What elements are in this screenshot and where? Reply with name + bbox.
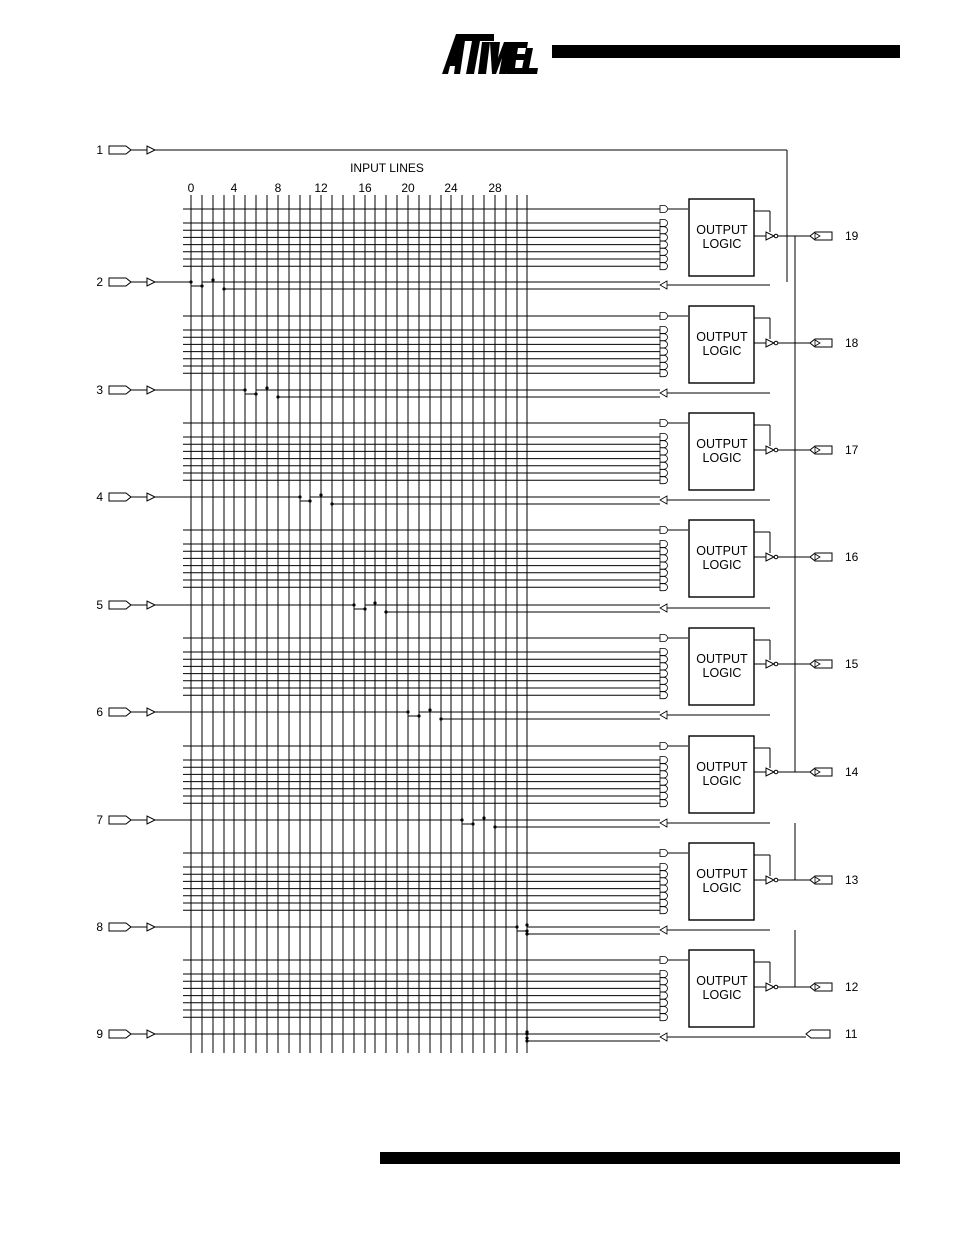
input-pin-number: 6 bbox=[96, 705, 103, 719]
junction-dot bbox=[482, 816, 485, 819]
and-gate bbox=[660, 692, 668, 699]
column-label: 28 bbox=[488, 181, 502, 195]
and-gate bbox=[660, 800, 668, 807]
and-gate bbox=[660, 878, 668, 885]
and-gate bbox=[660, 785, 668, 792]
inverter-bubble bbox=[774, 234, 778, 238]
and-gate bbox=[660, 985, 668, 992]
and-gate bbox=[660, 885, 668, 892]
input-pin-number: 3 bbox=[96, 383, 103, 397]
and-gate bbox=[660, 477, 668, 484]
and-gate bbox=[660, 441, 668, 448]
input-buffer bbox=[147, 816, 155, 824]
output-logic-label-1: OUTPUT bbox=[696, 330, 748, 344]
output-pin-shape bbox=[810, 553, 832, 561]
column-label: 4 bbox=[230, 181, 238, 195]
and-gate bbox=[660, 256, 668, 263]
and-gate bbox=[660, 334, 668, 341]
and-gate bbox=[660, 555, 668, 562]
column-label: 20 bbox=[401, 181, 415, 195]
pin11-shape bbox=[806, 1030, 830, 1038]
junction-dot bbox=[515, 925, 518, 928]
feedback-buffer bbox=[660, 604, 667, 612]
junction-dot bbox=[406, 710, 409, 713]
output-buffer bbox=[766, 232, 774, 240]
output-logic-label-1: OUTPUT bbox=[696, 974, 748, 988]
input-buffer bbox=[147, 923, 155, 931]
and-gate bbox=[660, 548, 668, 555]
input-pin-number: 5 bbox=[96, 598, 103, 612]
output-pin-number: 12 bbox=[845, 980, 859, 994]
and-gate bbox=[660, 871, 668, 878]
output-logic-label-1: OUTPUT bbox=[696, 867, 748, 881]
and-gate bbox=[660, 234, 668, 241]
input-pin-shape bbox=[109, 708, 131, 716]
output-buffer bbox=[766, 446, 774, 454]
and-gate bbox=[660, 527, 668, 534]
junction-dot bbox=[298, 495, 301, 498]
output-pin-shape bbox=[810, 339, 832, 347]
and-gate bbox=[660, 663, 668, 670]
and-gate bbox=[660, 900, 668, 907]
and-gate bbox=[660, 677, 668, 684]
feedback-buffer bbox=[660, 711, 667, 719]
and-gate bbox=[660, 341, 668, 348]
output-logic-label-2: LOGIC bbox=[702, 344, 742, 358]
input-buffer bbox=[147, 708, 155, 716]
junction-dot bbox=[525, 1036, 528, 1039]
inverter-bubble bbox=[774, 555, 778, 559]
and-gate bbox=[660, 241, 668, 248]
inverter-bubble bbox=[774, 341, 778, 345]
junction-dot bbox=[525, 929, 528, 932]
and-gate bbox=[660, 907, 668, 914]
input-pin-shape bbox=[109, 278, 131, 286]
output-logic-label-2: LOGIC bbox=[702, 666, 742, 680]
and-gate bbox=[660, 348, 668, 355]
and-gate bbox=[660, 1014, 668, 1021]
input-buffer bbox=[147, 386, 155, 394]
and-gate bbox=[660, 743, 668, 750]
and-gate bbox=[660, 541, 668, 548]
input-pin-shape bbox=[109, 493, 131, 501]
and-gate bbox=[660, 778, 668, 785]
input-pin-shape bbox=[109, 601, 131, 609]
output-pin-shape bbox=[810, 660, 832, 668]
junction-dot bbox=[265, 386, 268, 389]
output-pin-number: 16 bbox=[845, 550, 859, 564]
input-pin-shape bbox=[109, 386, 131, 394]
and-gate bbox=[660, 793, 668, 800]
input-pin-number: 2 bbox=[96, 275, 103, 289]
feedback-buffer bbox=[660, 389, 667, 397]
output-buffer bbox=[766, 339, 774, 347]
pin11-number: 11 bbox=[845, 1027, 858, 1041]
and-gate bbox=[660, 978, 668, 985]
output-logic-label-1: OUTPUT bbox=[696, 652, 748, 666]
and-gate bbox=[660, 420, 668, 427]
junction-dot bbox=[373, 601, 376, 604]
junction-dot bbox=[471, 822, 474, 825]
and-gate bbox=[660, 220, 668, 227]
input-pin-number: 8 bbox=[96, 920, 103, 934]
output-logic-label-2: LOGIC bbox=[702, 558, 742, 572]
input-lines-label: INPUT LINES bbox=[350, 161, 424, 175]
and-gate bbox=[660, 656, 668, 663]
and-gate bbox=[660, 206, 668, 213]
and-gate bbox=[660, 370, 668, 377]
and-gate bbox=[660, 355, 668, 362]
and-gate bbox=[660, 957, 668, 964]
and-gate bbox=[660, 313, 668, 320]
inverter-bubble bbox=[774, 448, 778, 452]
output-buffer bbox=[766, 660, 774, 668]
input-buffer bbox=[147, 1030, 155, 1038]
and-gate bbox=[660, 685, 668, 692]
input-pin-number: 1 bbox=[96, 143, 103, 157]
and-gate bbox=[660, 1007, 668, 1014]
feedback-buffer bbox=[660, 1033, 667, 1041]
junction-dot bbox=[319, 493, 322, 496]
output-buffer bbox=[766, 983, 774, 991]
output-logic-label-1: OUTPUT bbox=[696, 544, 748, 558]
and-gate bbox=[660, 455, 668, 462]
and-gate bbox=[660, 850, 668, 857]
junction-dot bbox=[200, 284, 203, 287]
input-pin-shape bbox=[109, 146, 131, 154]
input-buffer bbox=[147, 278, 155, 286]
junction-dot bbox=[363, 607, 366, 610]
column-label: 16 bbox=[358, 181, 372, 195]
input-pin-number: 7 bbox=[96, 813, 103, 827]
input-buffer bbox=[147, 601, 155, 609]
and-gate bbox=[660, 892, 668, 899]
and-gate bbox=[660, 363, 668, 370]
and-gate bbox=[660, 670, 668, 677]
and-gate bbox=[660, 771, 668, 778]
junction-dot bbox=[308, 499, 311, 502]
and-gate bbox=[660, 227, 668, 234]
output-logic-label-1: OUTPUT bbox=[696, 437, 748, 451]
and-gate bbox=[660, 577, 668, 584]
and-gate bbox=[660, 635, 668, 642]
and-gate bbox=[660, 248, 668, 255]
output-buffer bbox=[766, 553, 774, 561]
feedback-buffer bbox=[660, 926, 667, 934]
matrix-group bbox=[191, 195, 527, 1053]
output-logic-label-1: OUTPUT bbox=[696, 223, 748, 237]
input-buffer bbox=[147, 493, 155, 501]
column-label: 8 bbox=[274, 181, 282, 195]
and-gate bbox=[660, 434, 668, 441]
junction-dot bbox=[243, 388, 246, 391]
output-buffer bbox=[766, 768, 774, 776]
input-pin-shape bbox=[109, 923, 131, 931]
output-logic-label-2: LOGIC bbox=[702, 988, 742, 1002]
input-pin-shape bbox=[109, 816, 131, 824]
output-pin-shape bbox=[810, 232, 832, 240]
output-logic-label-1: OUTPUT bbox=[696, 760, 748, 774]
output-pin-number: 18 bbox=[845, 336, 859, 350]
junction-dot bbox=[525, 923, 528, 926]
junction-dot bbox=[417, 714, 420, 717]
and-gate bbox=[660, 757, 668, 764]
feedback-buffer bbox=[660, 281, 667, 289]
column-label: 0 bbox=[187, 181, 195, 195]
junction-dot bbox=[460, 818, 463, 821]
column-label: 12 bbox=[314, 181, 328, 195]
and-gate bbox=[660, 584, 668, 591]
output-pin-shape bbox=[810, 983, 832, 991]
input-pin-number: 9 bbox=[96, 1027, 103, 1041]
output-pin-shape bbox=[810, 446, 832, 454]
and-gate bbox=[660, 562, 668, 569]
and-gate bbox=[660, 462, 668, 469]
output-pin-number: 13 bbox=[845, 873, 859, 887]
and-gate bbox=[660, 764, 668, 771]
output-pin-number: 14 bbox=[845, 765, 859, 779]
and-gate bbox=[660, 971, 668, 978]
and-gate bbox=[660, 992, 668, 999]
column-label: 24 bbox=[444, 181, 458, 195]
output-buffer bbox=[766, 876, 774, 884]
input-pin-number: 4 bbox=[96, 490, 103, 504]
junction-dot bbox=[254, 392, 257, 395]
output-pin-shape bbox=[810, 876, 832, 884]
and-gate bbox=[660, 470, 668, 477]
feedback-buffer bbox=[660, 496, 667, 504]
and-gate bbox=[660, 864, 668, 871]
junction-dot bbox=[428, 708, 431, 711]
output-logic-label-2: LOGIC bbox=[702, 237, 742, 251]
and-gate bbox=[660, 448, 668, 455]
output-logic-label-2: LOGIC bbox=[702, 774, 742, 788]
junction-dot bbox=[211, 278, 214, 281]
and-gate bbox=[660, 569, 668, 576]
input-pin-shape bbox=[109, 1030, 131, 1038]
feedback-buffer bbox=[660, 819, 667, 827]
junction-dot bbox=[525, 1030, 528, 1033]
and-gate bbox=[660, 999, 668, 1006]
inverter-bubble bbox=[774, 878, 778, 882]
output-pin-number: 19 bbox=[845, 229, 859, 243]
input-buffer bbox=[147, 146, 155, 154]
junction-dot bbox=[352, 603, 355, 606]
and-gate bbox=[660, 649, 668, 656]
inverter-bubble bbox=[774, 770, 778, 774]
output-pin-number: 17 bbox=[845, 443, 859, 457]
and-gate bbox=[660, 327, 668, 334]
output-pin-number: 15 bbox=[845, 657, 859, 671]
inverter-bubble bbox=[774, 985, 778, 989]
junction-dot bbox=[189, 280, 192, 283]
output-logic-label-2: LOGIC bbox=[702, 451, 742, 465]
footer-rule bbox=[380, 1152, 900, 1164]
inverter-bubble bbox=[774, 662, 778, 666]
and-gate bbox=[660, 263, 668, 270]
output-logic-label-2: LOGIC bbox=[702, 881, 742, 895]
output-pin-shape bbox=[810, 768, 832, 776]
